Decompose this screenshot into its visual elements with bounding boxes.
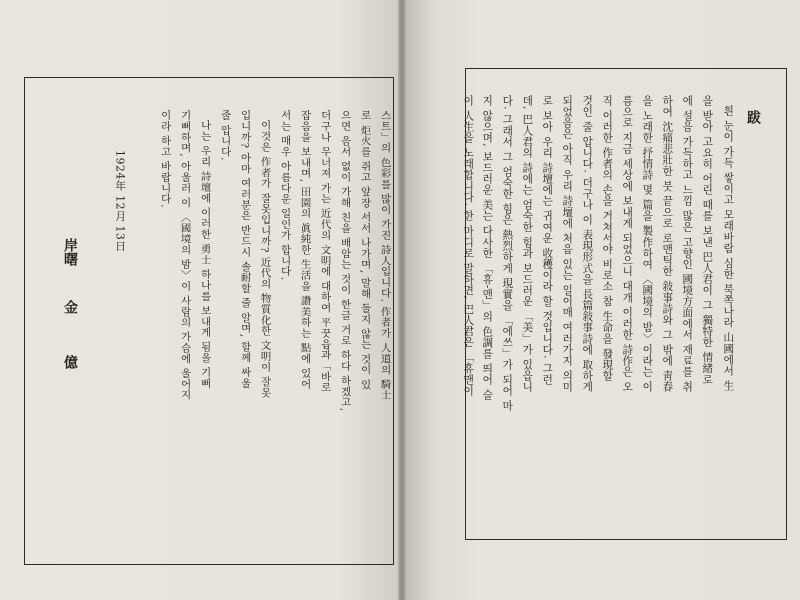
afterword-text-line: 줄 압니다. <box>218 110 231 161</box>
afterword-text-line: 나는 우리 詩壇에 이러한 勇士 하나를 보내게 됨을 기뻐 <box>198 120 211 389</box>
afterword-text-line: 을 받아 고요히 어린 때를 보낸 巴人君이 그 獨特한 情緒로 <box>701 95 714 386</box>
afterword-text-line: 기뻐하며, 아울러 이 〈國境의 밤〉이 사람의 가슴에 울어지 <box>178 110 191 401</box>
afterword-text-line: 으면 음서 없이 가해 친을 배암는 것이 한글 거로 하다 하겠고, <box>338 110 351 412</box>
afterword-text-line: 을 노래한 抒情詩 몇 篇을 製作하여 〈國境의 밤〉이라는 이 <box>641 95 654 393</box>
afterword-text-line: 흰 눈이 가득 쌓이고 모래바람 심한 북쪽나라 山國에서 生 <box>722 105 735 392</box>
afterword-text-line: 름으로 지금 세상에 보내게 되었으니 대개 이러한 詩作은 오 <box>621 95 634 393</box>
afterword-text-line: 것인 줄 압니다. 더구나 이 表現形式을 長篇敍事詩에 取하게 <box>581 95 594 393</box>
afterword-text-line: 이 人生을 노래합니다. 한 마디로 말하면, 巴人君은 「휴맨이 <box>462 95 475 397</box>
afterword-text-line: 지 않으며, 보드러운 美는 다사한 「휴-맨」의 色調를 띄어 슬 <box>481 95 494 401</box>
afterword-text-line: 로 炬火를 쥐고 앞장 서서 나가며, 말해 둘지 않는 것이 있 <box>358 110 371 390</box>
afterword-heading: 跋 <box>745 110 761 126</box>
afterword-text-line: 로 보아 우리 詩壇에는 귀여운 收穫이라 할 것입니다. 그런 <box>541 95 554 386</box>
signature-given-name: 億 <box>62 355 78 369</box>
signature-surname: 金 <box>62 300 78 314</box>
afterword-text-line: 서는 매우 아름다운 일인가 합니다. <box>278 110 291 281</box>
afterword-text-line: 데, 巴人君의 詩에는 엄숙한 힘과 보드러운 「美」가 있읍니 <box>521 95 534 393</box>
book-gutter <box>398 0 406 600</box>
afterword-text-line: 하여 沈痛悲壯한 붓 끝으로 로맨틱한 敍事詩와 그 밖에 靑春 <box>661 95 674 393</box>
afterword-text-line: 에 설음 가득하고 느낌 많은 고향인 國境方面에서 재료를 취 <box>681 95 694 393</box>
afterword-text-line: 입니까? 아마 여러분은 반드시 솔耐할 줄 알며, 할께 싸울 <box>238 110 251 389</box>
afterword-text-line: 더구나 무너져 가는 近代의 文明에 대하여 平꿋읍과「바로 <box>318 110 331 393</box>
signature-pen-name: 岸曙 <box>62 238 78 266</box>
afterword-text-line: 다. 그래서 그 엄숙한 힘은 熱烈하게 現實을 「에쓰」가 되어 마 <box>501 95 514 412</box>
afterword-text-line: 직 이러한 作者의 손을 거쳐서야 비로소 참 生命을 發現할 <box>601 95 614 382</box>
afterword-text-line: 스트」의 色彩를 많이 가진 詩人입니다. 作者가 人道의 騎士 <box>378 110 391 401</box>
afterword-text-line: 이라 하고 바랍니다. <box>158 110 171 209</box>
date-line: 1924年 12月 13日 <box>113 150 127 252</box>
afterword-text-line: 잡음을 보내며, 田園의 眞純한 生活을 讚美하는 點에 있어 <box>298 110 311 390</box>
afterword-text-line: 이것은 作者가 잘못입니까? 近代의 物質化한 文明이 잘못 <box>258 120 271 399</box>
afterword-text-line: 되었음은 아직 우리 詩壇에 처음 있는 일이매 여러가지 의미 <box>561 95 574 393</box>
